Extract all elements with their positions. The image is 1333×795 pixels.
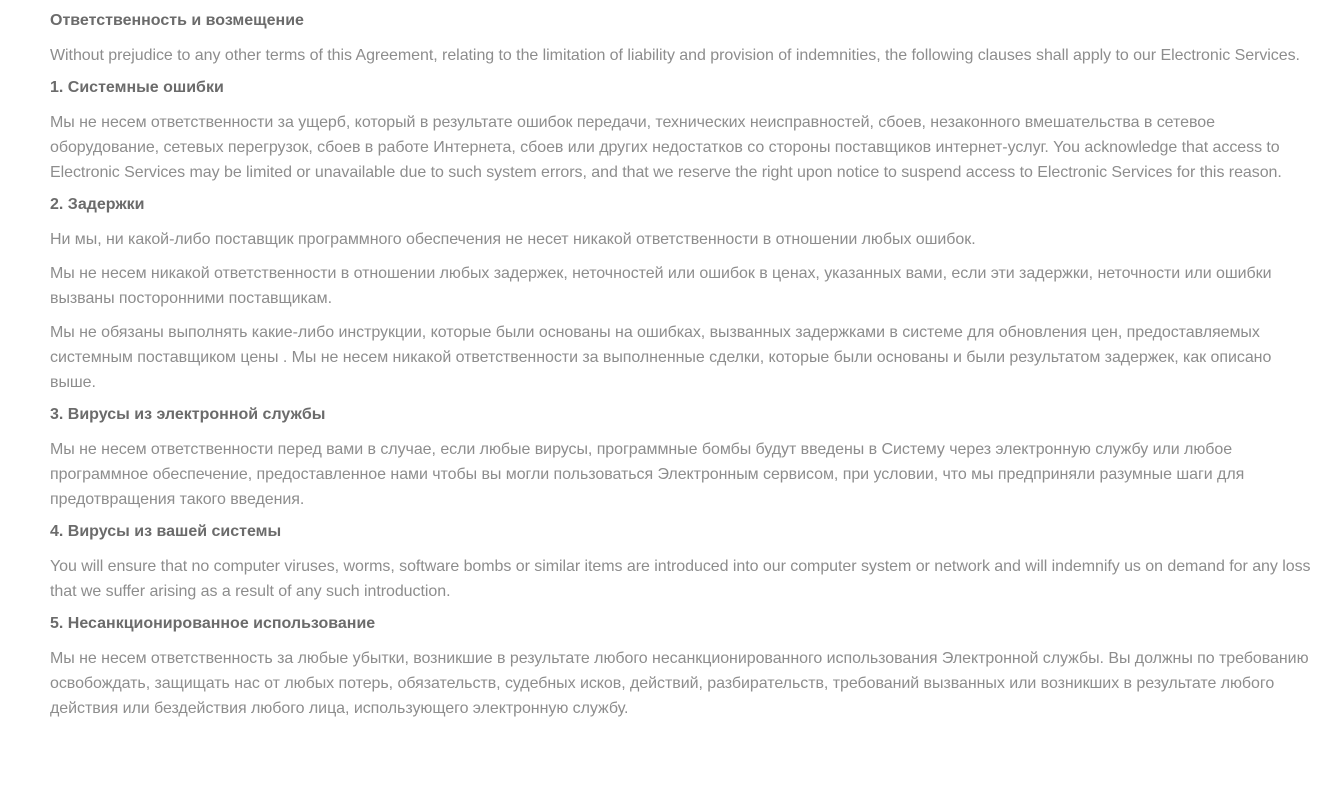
paragraph-system-errors: Мы не несем ответственности за ущерб, который в результате ошибок передачи, технических неисправностей, сбоев, незаконного вмешательства в сетевое оборудование, сетевых перегрузок, сбоев в работе Интернета, сбоев или других недостатков со стороны поставщиков интернет-услуг. You acknowledge that access to Electronic Services may be limited or unavailable due to such system errors, and that we reserve the right upon notice to suspend access to Electronic Services for this reason. — [50, 114, 1282, 181]
intro-paragraph: Without prejudice to any other terms of this Agreement, relating to the limitation of liability and provision of indemnities, the following clauses shall apply to our Electronic Services. — [50, 47, 1300, 64]
paragraph-viruses-system: You will ensure that no computer viruses, worms, software bombs or similar items are introduced into our computer system or network and will indemnify us on demand for any loss that we suffer arising as a result of any such introduction. — [50, 558, 1311, 600]
paragraph-unauthorized-use: Мы не несем ответственность за любые убытки, возникшие в результате любого несанкционированного использования Электронной службы. Вы должны по требованию освобождать, защищать нас от любых потерь, обязательств, судебных исков, действий, разбирательств, требований вызванных или возникших в результате любого действия или бездействия любого лица, использующего электронную службу. — [50, 650, 1309, 717]
paragraph-delays-2: Мы не несем никакой ответственности в отношении любых задержек, неточностей или ошибок в ценах, указанных вами, если эти задержки, неточности или ошибки вызваны посторонними поставщикам. — [50, 265, 1272, 307]
section-heading-viruses-service: 3. Вирусы из электронной службы — [50, 406, 326, 423]
section-heading-delays: 2. Задержки — [50, 196, 145, 213]
section-heading-system-errors: 1. Системные ошибки — [50, 79, 224, 96]
paragraph-delays-1: Ни мы, ни какой-либо поставщик программного обеспечения не несет никакой ответственности в отношении любых ошибок. — [50, 231, 976, 248]
section-heading-unauthorized-use: 5. Несанкционированное использование — [50, 615, 376, 632]
paragraph-delays-3: Мы не обязаны выполнять какие-либо инструкции, которые были основаны на ошибках, вызванных задержками в системе для обновления цен, предоставляемых системным поставщиком цены . Мы не несем никакой ответственности за выполненные сделки, которые были основаны и были результатом задержек, как описано выше. — [50, 324, 1272, 391]
section-heading-viruses-system: 4. Вирусы из вашей системы — [50, 523, 282, 540]
paragraph-viruses-service: Мы не несем ответственности перед вами в случае, если любые вирусы, программные бомбы будут введены в Систему через электронную службу или любое программное обеспечение, предоставленное нами чтобы вы могли пользоваться Электронным сервисом, при условии, что мы предприняли разумные шаги для предотвращения такого введения. — [50, 441, 1245, 508]
section-title: Ответственность и возмещение — [50, 12, 304, 29]
document-body — [50, 10, 1312, 730]
